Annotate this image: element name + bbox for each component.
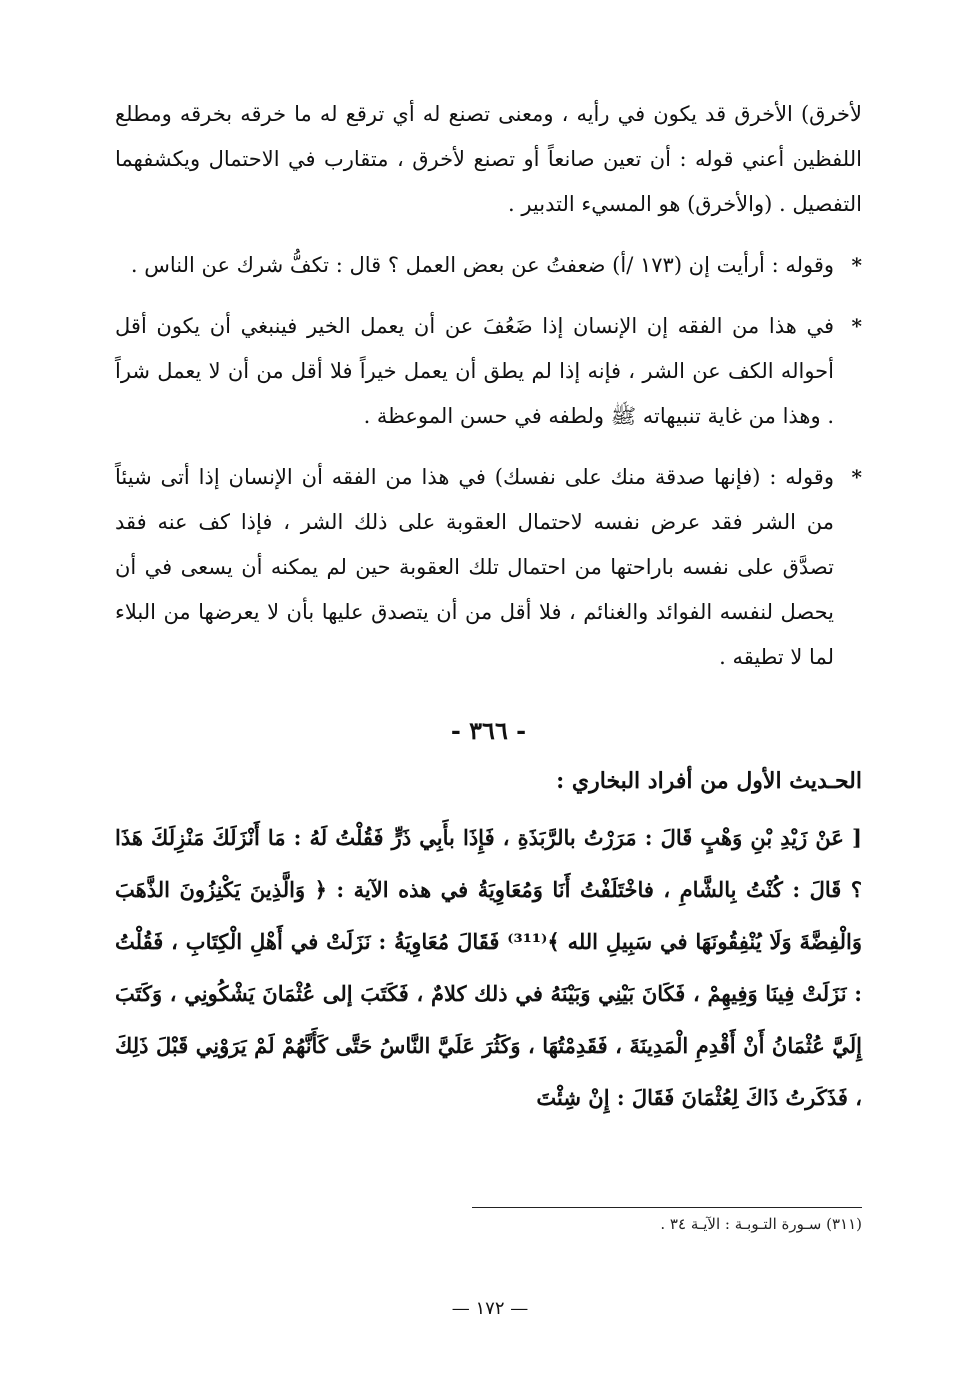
bullet-item bbox=[115, 243, 862, 288]
footnote-separator bbox=[472, 1207, 862, 1208]
bullet-text: وقوله : أرأيت إن (١٧٣ /أ) ضعفتُ عن بعض العمل ؟ قال : تكفُّ شرك عن الناس . bbox=[130, 253, 834, 277]
bullet-item bbox=[115, 455, 862, 680]
asterisk-icon: * bbox=[851, 253, 862, 277]
intro-paragraph: لأخرق) الأخرق قد يكون في رأيه ، ومعنى تصنع له أي ترقع له ما خرقه بخرقه ومطلع اللفظين أعني قوله : أن تعين صانعاً أو تصنع لأخرق ، متقارب في الاحتمال ويكشفهما التفصيل . (والأخرق) هو المسيء التدبير . bbox=[115, 102, 862, 216]
bullet-text: في هذا من الفقه إن الإنسان إذا ضَعُفَ عن أن يعمل الخير فينبغي أن يكون أقل أحواله الكف عن الشر ، فإنه إذا لم يطق أن يعمل خيراً فلا أقل من أن لا يعمل شراً . وهذا من غاية تنبيهاته ﷺ ولطفه في حسن الموعظة . bbox=[115, 314, 834, 428]
page-body bbox=[115, 92, 862, 1124]
asterisk-icon: * bbox=[851, 314, 862, 338]
section-title: الحـديث الأول من أفراد البخاري : bbox=[556, 768, 862, 794]
hadith-number: - ٣٦٦ - bbox=[450, 716, 527, 745]
bullet-item bbox=[115, 304, 862, 439]
asterisk-icon: * bbox=[851, 465, 862, 489]
hadith-text: [ عَنْ زَيْدِ بْنِ وَهْبٍ قَالَ : مَرَرْتُ بالرَّبَذَةِ ، فَإِذَا بأَبِي ذَرٍّ فَقُلْتُ لَهُ : مَا أَنْزَلَكَ مَنْزِلَكَ هَذَا ؟ قَالَ : كُنْتُ بِالشَّامِ ، فاخْتَلَفْتُ أَنَا وَمُعَاوِيَةُ في هذه الآية : ﴿ وَالَّذِينَ يَكْنِزُونَ الذَّهَبَ وَالْفِضَّةَ وَلَا يُنْفِقُونَهَا في سَبِيلِ الله ﴾⁽³¹¹⁾ فَقَالَ مُعَاوِيَةُ : نَزَلَتْ في أَهْلِ الْكِتَابِ ، فَقُلْتُ : نَزَلَتْ فِينَا وَفِيهِمْ ، فَكَانَ بَيْنِي وَبَيْنَهُ في ذلك كلامٌ ، فَكَتَبَ إلى عُثْمَانَ يَشْكُونِي ، وَكَتَبَ إِلَيَّ عُثْمَانُ أَنْ أَقْدِمِ الْمَدِينَةَ ، فَقَدِمْتُهَا ، وَكَثُرَ عَلَيَّ النَّاسُ حَتَّى كَأَنَّهُمْ لَمْ يَرَوْنِي قَبْلَ ذَلِكَ ، فَذَكَرتُ ذَاكَ لِعُثْمَانَ فَقَالَ : إِنْ شِئْتَ bbox=[115, 825, 862, 1110]
page-number: — ١٧٢ — bbox=[451, 1298, 529, 1319]
footnote: (٣١١) سـورة التـوبـة : الآيـة ٣٤ . bbox=[660, 1215, 862, 1233]
bullet-text: وقوله : (فإنها صدقة منك على نفسك) في هذا من الفقه أن الإنسان إذا أتى شيئاً من الشر فقد عرض نفسه لاحتمال العقوبة على ذلك الشر ، فإذا كف عنه فقد تصدَّق على نفسه باراحتها من احتمال تلك العقوبة حين لم يمكنه أن يسعى في أن يحصل لنفسه الفوائد والغنائم ، فلا أقل من أن يتصدق عليها بأن لا يعرضها من البلاء لما لا تطيقه . bbox=[115, 465, 834, 669]
